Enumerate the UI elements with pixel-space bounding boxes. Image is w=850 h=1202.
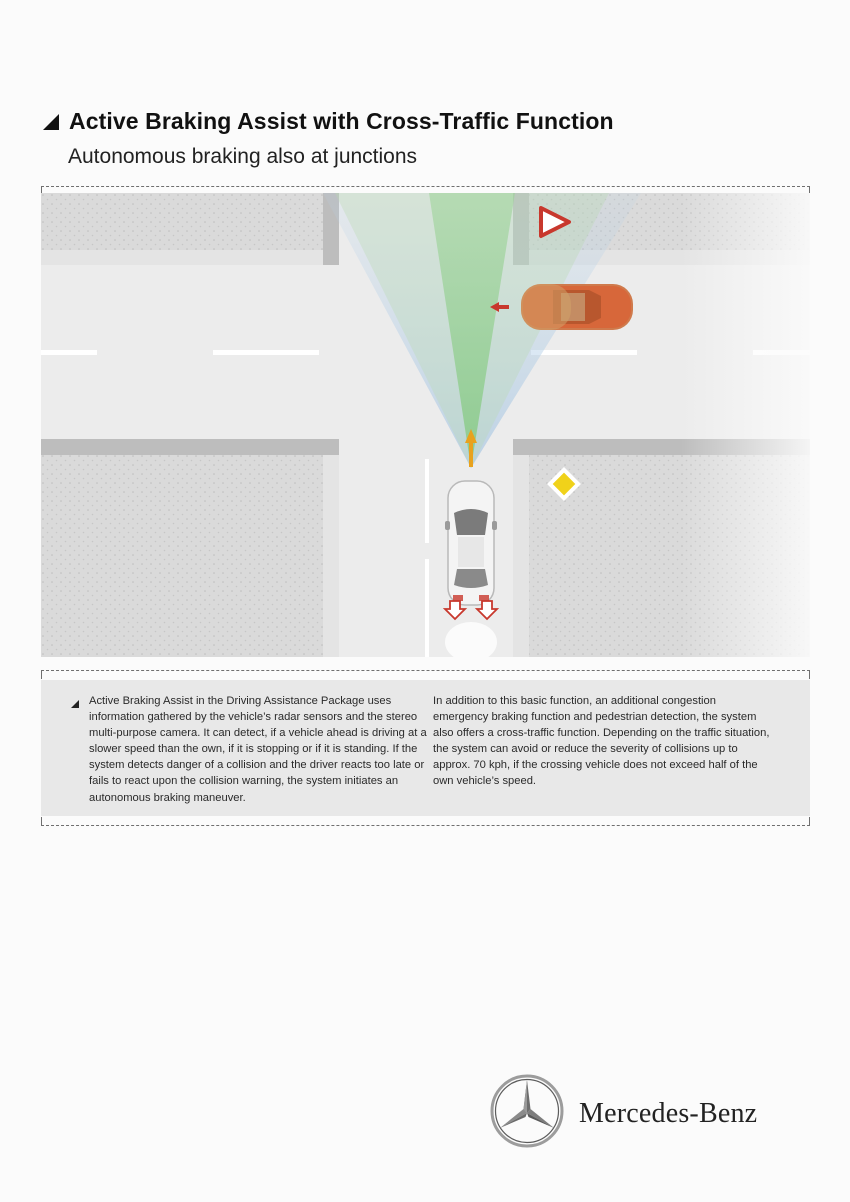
brand-logo <box>490 1074 790 1154</box>
corner-tick <box>41 670 42 679</box>
sidewalk-bottom-left <box>41 439 339 657</box>
description-right: In addition to this basic function, an additional congestion emergency braking function and pedestrian detection, the system also offers a cross-traffic function. Depending on the traffic situation, the system can avoid or reduce the severity of collisions up to approx. 70 kph, if the crossing vehicle does not exceed half of the own vehicle’s speed. <box>433 695 770 788</box>
title-block <box>41 108 811 169</box>
brand-name: Mercedes-Benz <box>579 1098 758 1129</box>
description-left: Active Braking Assist in the Driving Assistance Package uses information gathered by the vehicle’s radar sensors and the stereo multi-purpose camera. It can detect, if a vehicle ahead is driving at a slower speed than the own, if it is stopping or if it is standing. If the system detects danger of a collision and the driver reacts too late or fails to react upon the collision warning, the system initiates an autonomous braking maneuver. <box>89 695 427 804</box>
own-vehicle <box>445 481 497 657</box>
corner-tick <box>809 670 810 679</box>
junction-diagram <box>41 193 810 657</box>
crossing-car <box>521 284 633 330</box>
triangle-marker-icon <box>41 112 61 132</box>
middle-divider <box>41 670 810 671</box>
top-divider <box>41 186 810 187</box>
title-row <box>41 108 811 135</box>
page-title: Active Braking Assist with Cross-Traffic Function <box>69 108 614 134</box>
corner-tick <box>809 817 810 826</box>
right-fade <box>681 193 810 657</box>
three-pointed-star-icon <box>490 1074 564 1148</box>
description-box <box>41 680 810 816</box>
page-subtitle: Autonomous braking also at junctions <box>68 145 418 168</box>
triangle-marker-icon <box>71 700 79 708</box>
corner-tick <box>41 817 42 826</box>
sidewalk-top-left <box>41 193 339 265</box>
bottom-divider <box>41 825 810 826</box>
